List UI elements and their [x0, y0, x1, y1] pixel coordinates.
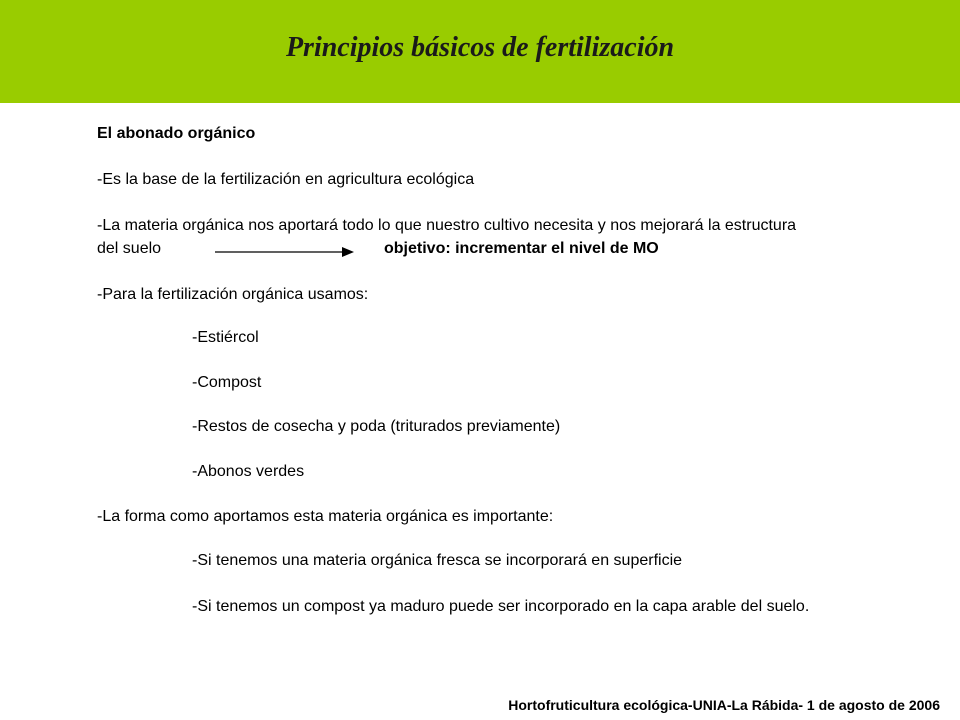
footer-text: Hortofruticultura ecológica-UNIA-La Rábida- 1 de agosto de 2006 [508, 697, 940, 713]
slide-title: Principios básicos de fertilización [285, 32, 675, 63]
bullet-organic-matter-cont: del suelo [97, 240, 162, 257]
section-heading: El abonado orgánico [97, 125, 256, 142]
sub-item: -Si tenemos una materia orgánica fresca se incorporará en superficie [192, 552, 683, 569]
objective-text: objetivo: incrementar el nivel de MO [384, 240, 659, 257]
bullet-organic-matter: -La materia orgánica nos aportará todo lo que nuestro cultivo necesita y nos mejorará la estructura [97, 217, 797, 234]
list-item: -Restos de cosecha y poda (triturados previamente) [192, 418, 561, 435]
list-item: -Estiércol [192, 329, 259, 346]
title-bar [0, 0, 960, 103]
list-item: -Compost [192, 374, 262, 391]
right-arrow-icon [215, 245, 355, 259]
list-item: -Abonos verdes [192, 463, 305, 480]
sub-item: -Si tenemos un compost ya maduro puede ser incorporado en la capa arable del suelo. [192, 598, 810, 615]
bullet-uses: -Para la fertilización orgánica usamos: [97, 286, 369, 303]
bullet-application: -La forma como aportamos esta materia orgánica es importante: [97, 508, 554, 525]
bullet-base: -Es la base de la fertilización en agricultura ecológica [97, 171, 475, 188]
